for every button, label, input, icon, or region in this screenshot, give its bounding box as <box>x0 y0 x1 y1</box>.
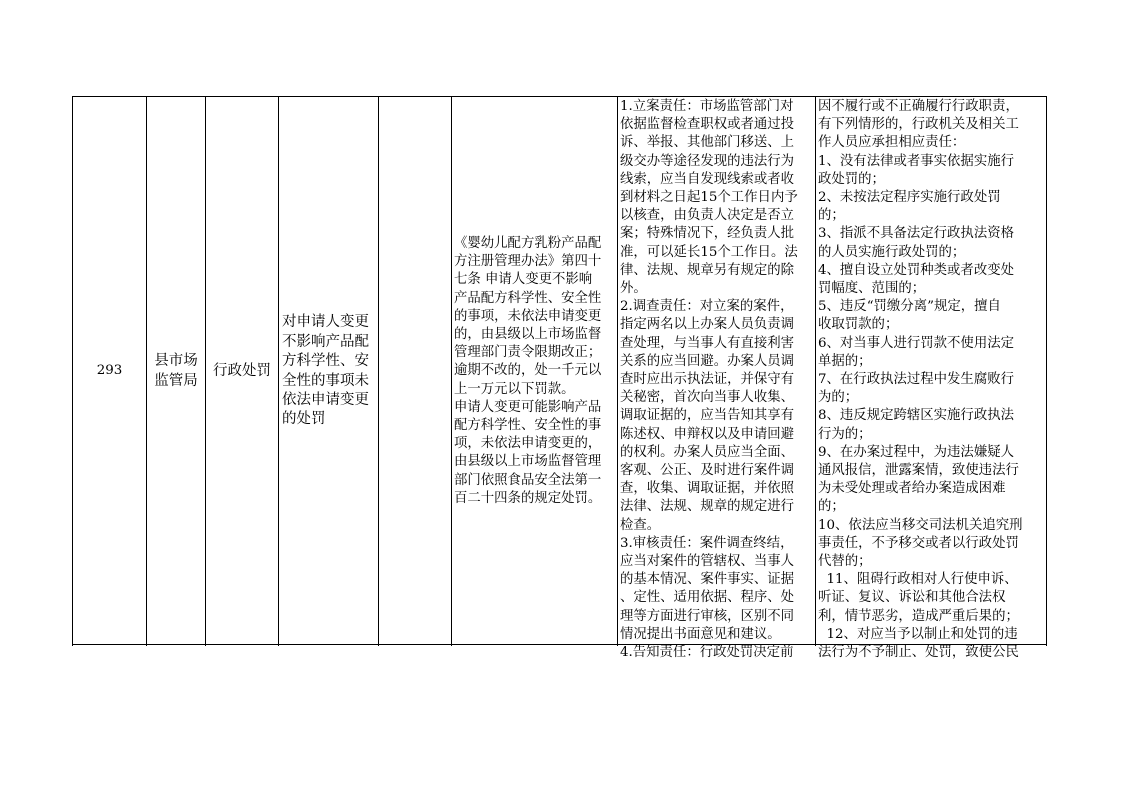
cell-responsibilities <box>618 97 816 661</box>
power-category: 行政处罚 <box>213 363 271 380</box>
cell-item-name <box>279 97 379 646</box>
cell-department <box>147 97 206 646</box>
cell-legal-basis <box>452 97 618 646</box>
cell-category <box>206 97 279 646</box>
cell-number <box>73 97 147 646</box>
legal-basis-text: 《婴幼儿配方乳粉产品配 方注册管理办法》第四十 七条 申请人变更不影响 产品配方科学性、安全性 的事项，未依法申请变更 的，由县级以上市场监督 管理部门责令限期改正； 逾期不改的，处一千元以 上一万元以下罚款。 申请人变更可能影响产品 配方科学性、安全性的事 项，未依法申请变更的， 由县级以上市场监督管理 部门依照食品安全法第一 百二十四条的规定处罚。 <box>454 235 602 506</box>
cell-sub-item <box>379 97 452 646</box>
table-bottom-border <box>72 644 1047 645</box>
responsibility-text: 1.立案责任：市场监管部门对 依据监督检查职权或者通过投 诉、举报、其他部门移送、上 级交办等途径发现的违法行为 线索，应当自发现线索或者收 到材料之日起15个工作日内予 以核查，由负责人决定是否立 案；特殊情况下，经负责人批 准，可以延长15个工作日。法 律、法规、规章另有规定的除 外。 2.调查责任：对立案的案件， 指定两名以上办案人员负责调 查处理，与当事人有直接利害 关系的应当回避。办案人员调 查时应出示执法证，并保守有 关秘密，首次向当事人收集、 调取证据的，应当告知其享有 陈述权、申辩权以及申请回避 的权利。办案人员应当全面、 客观、公正、及时进行案件调 查，收集、调取证据，并依照 法律、法规、规章的规定进行 检查。 3.审核责任：案件调查终结， 应当对案件的管辖权、当事人 的基本情况、案件事实、证据 、定性、适用依据、程序、处 理等方面进行审核，区别不同 情况提出书面意见和建议。 4.告知责任：行政处罚决定前 <box>620 99 798 661</box>
accountability-text: 因不履行或不正确履行行政职责， 有下列情形的，行政机关及相关工 作人员应承担相应责任： 1、没有法律或者事实依据实施行 政处罚的； 2、未按法定程序实施行政处罚 的； 3、指派不具备法定行政执法资格 的人员实施行政处罚的； 4、擅自设立处罚种类或者改变处 罚幅度、范围的； 5、违反“罚缴分离”规定，擅自 收取罚款的； 6、对当事人进行罚款不使用法定 单据的； 7、在行政执法过程中发生腐败行 为的； 8、违反规定跨辖区实施行政执法 行为的； 9、在办案过程中，为违法嫌疑人 通风报信，泄露案情，致使违法行 为未受处理或者给办案造成困难 的； 10、依法应当移交司法机关追究刑 事责任，不予移交或者以行政处罚 代替的； 11、阻碍行政相对人行使申诉、 听证、复议、诉讼和其他合法权 利，情节恶劣，造成严重后果的； 12、对应当予以制止和处罚的违 法行为不予制止、处罚，致使公民 <box>818 99 1023 661</box>
department-name: 县市场 监管局 <box>154 353 198 389</box>
responsibility-table <box>72 96 1047 661</box>
cell-accountability <box>816 97 1047 661</box>
row-number: 293 <box>96 363 123 379</box>
power-item-name: 对申请人变更 不影响产品配 方科学性、安 全性的事项未 依法申请变更 的处罚 <box>282 314 369 428</box>
